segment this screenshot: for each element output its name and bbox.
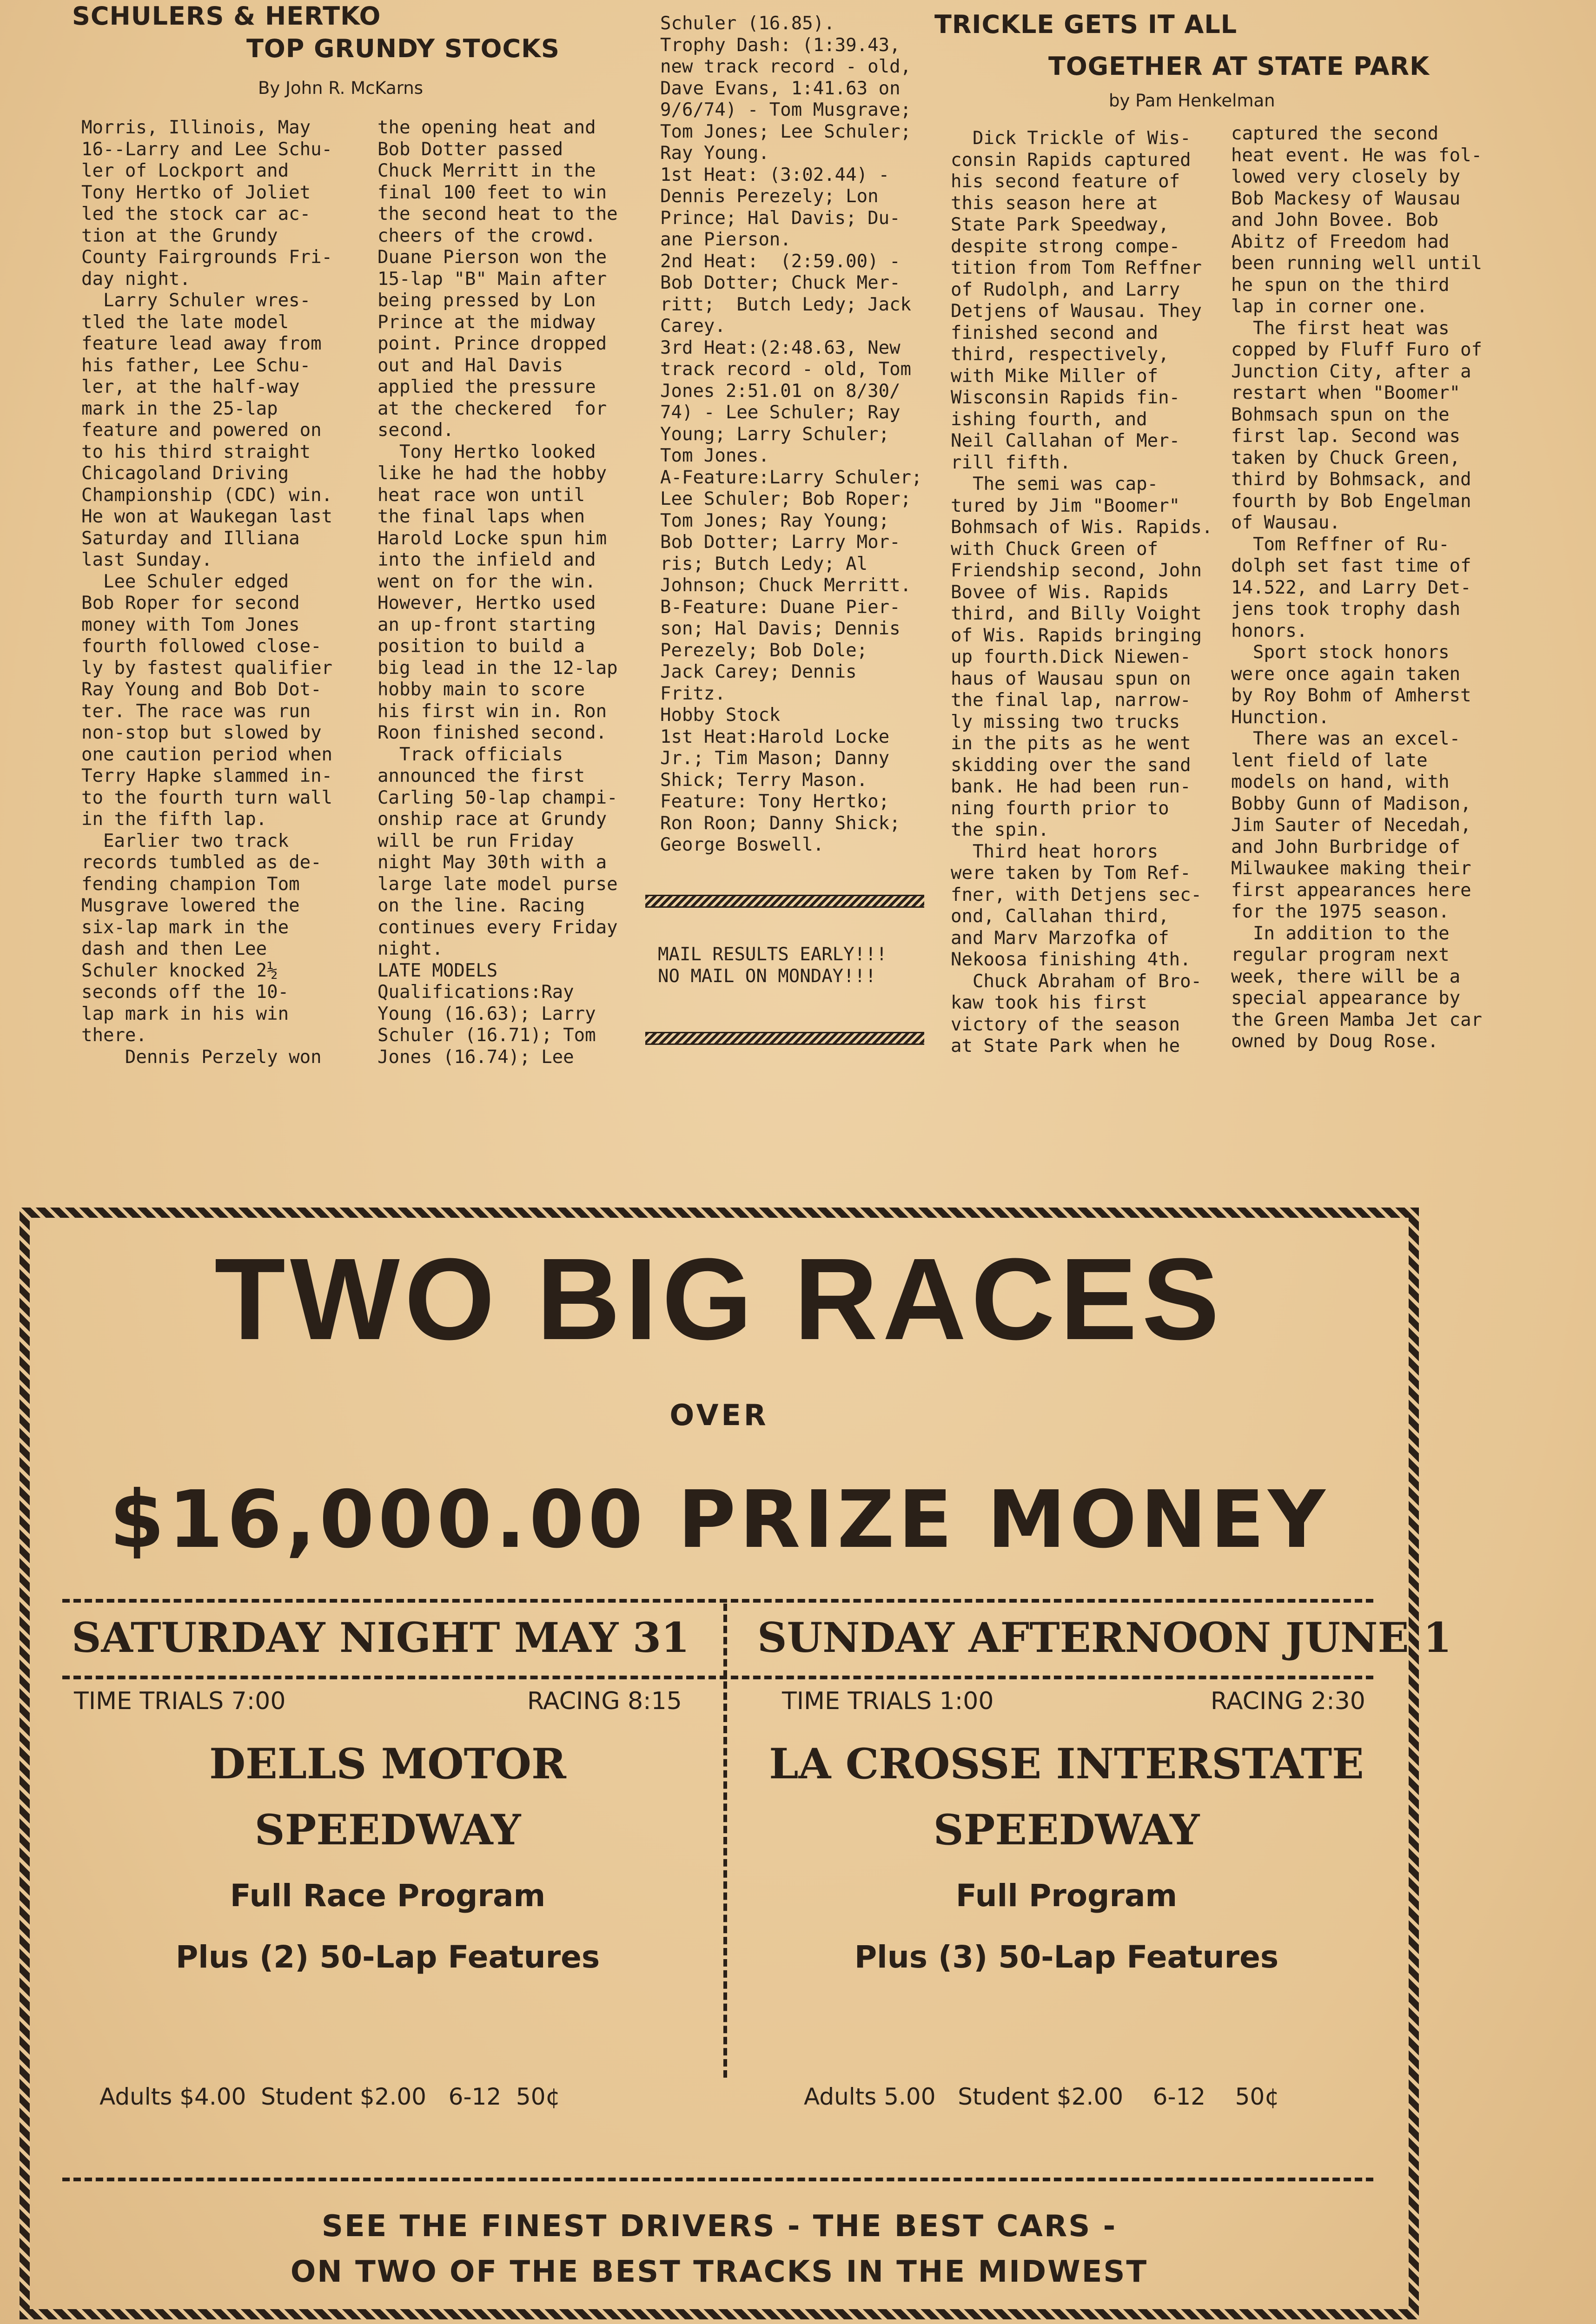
left-racing-time: RACING 8:15: [527, 1687, 682, 1715]
article1-byline: By John R. McKarns: [258, 78, 424, 98]
ad-footer-line2: ON TWO OF THE BEST TRACKS IN THE MIDWEST: [290, 2255, 1148, 2289]
ad-divider-dates: [62, 1676, 1373, 1679]
article2-headline-line2: TOGETHER AT STATE PARK: [1048, 52, 1430, 81]
ad-title: TWO BIG RACES: [214, 1234, 1224, 1364]
divider-bottom: [645, 1032, 924, 1045]
article2-column-2: captured the second heat event. He was fol- lowed very closely by Bob Mackesy of Wausau and John Bovee. Bob Abitz of Freedom had been running well until he spun on the third lap in corner one. The first heat was copped by Fluff Furo of Junction City, after a restart when "Boomer" Bohmsach spun on the first lap. Second was taken by Chuck Green, third by Bohmsack, and fourth by Bob Engelman of Wausau. Tom Reffner of Ru- dolph set fast time of 14.522, and Larry Det- jens took trophy dash honors. Sport stock honors were once again taken by Roy Bohm of Amherst Hunction. There was an excel- lent field of late models on hand, with Bobby Gunn of Madison, Jim Sauter of Necedah, and John Burbridge of Milwaukee making their first appearances here for the 1975 season. In addition to the regular program next week, there will be a special appearance by the Green Mamba Jet car owned by Doug Rose.: [1231, 123, 1483, 1052]
left-ticket-prices: Adults $4.00 Student $2.00 6-12 50¢: [99, 2083, 561, 2110]
ad-prize-money: $16,000.00 PRIZE MONEY: [109, 1474, 1329, 1566]
ad-divider-bottom: [62, 2178, 1373, 2181]
right-features: Plus (3) 50-Lap Features: [854, 1939, 1279, 1975]
divider-top: [645, 895, 924, 908]
right-venue-line1: LA CROSSE INTERSTATE: [769, 1739, 1364, 1789]
article1-column-1: Morris, Illinois, May 16--Larry and Lee Schu- ler of Lockport and Tony Hertko of Joliet led the stock car ac- tion at the Grundy County Fairgrounds Fri- day night. Larry Schuler wres- tled the late model feature lead away from his father, Lee Schu- ler, at the half-way mark in the 25-lap feature and powered on to his third straight Chicagoland Driving Championship (CDC) win. He won at Waukegan last Saturday and Illiana last Sunday. Lee Schuler edged Bob Roper for second money with Tom Jones fourth followed close- ly by fastest qualifier Ray Young and Bob Dot- ter. The race was run non-stop but slowed by one caution period when Terry Hapke slammed in- to the fourth turn wall in the fifth lap. Earlier two track records tumbled as de- fending champion Tom Musgrave lowered the six-lap mark in the dash and then Lee Schuler knocked 2½ seconds off the 10- lap mark in his win there. Dennis Perzely won: [81, 117, 333, 1068]
left-venue-line2: SPEEDWAY: [254, 1805, 521, 1855]
right-venue-line2: SPEEDWAY: [933, 1805, 1200, 1855]
ad-divider-center: [723, 1604, 727, 2078]
article1-column-2: the opening heat and Bob Dotter passed Chuck Merritt in the final 100 feet to win the second heat to the cheers of the crowd. Duane Pierson won the 15-lap "B" Main after being pressed by Lon Prince at the midway point. Prince dropped out and Hal Davis applied the pressure at the checkered for second. Tony Hertko looked like he had the hobby heat race won until the final laps when Harold Locke spun him into the infield and went on for the win. However, Hertko used an up-front starting position to build a big lead in the 12-lap hobby main to score his first win in. Ron Roon finished second. Track officials announced the first Carling 50-lap champi- onship race at Grundy will be run Friday night May 30th with a large late model purse on the line. Racing continues every Friday night. LATE MODELS Qualifications:Ray Young (16.63); Larry Schuler (16.71); Tom Jones (16.74); Lee: [377, 117, 618, 1068]
left-features: Plus (2) 50-Lap Features: [175, 1939, 600, 1975]
left-venue-line1: DELLS MOTOR: [209, 1739, 566, 1789]
mail-notice: MAIL RESULTS EARLY!!! NO MAIL ON MONDAY!!!: [658, 944, 887, 987]
left-program: Full Race Program: [230, 1878, 546, 1914]
article1-headline-line2: TOP GRUNDY STOCKS: [246, 34, 560, 63]
right-date: SUNDAY AFTERNOON JUNE 1: [757, 1613, 1452, 1662]
ad-divider-top: [62, 1599, 1373, 1603]
right-program: Full Program: [955, 1878, 1178, 1914]
race-advertisement: [20, 1208, 1452, 2319]
ad-over: OVER: [669, 1398, 769, 1432]
article2-column-1: Dick Trickle of Wis- consin Rapids captured his second feature of this season here at State Park Speedway, despite strong compe- tition from Tom Reffner of Rudolph, and Larry Detjens of Wausau. They finished second and third, respectively, with Mike Miller of Wisconsin Rapids fin- ishing fourth, and Neil Callahan of Mer- rill fifth. The semi was cap- tured by Jim "Boomer" Bohmsach of Wis. Rapids. with Chuck Green of Friendship second, John Bovee of Wis. Rapids third, and Billy Voight of Wis. Rapids bringing up fourth.Dick Niewen- haus of Wausau spun on the final lap, narrow- ly missing two trucks in the pits as he went skidding over the sand bank. He had been run- ning fourth prior to the spin. Third heat horors were taken by Tom Ref- fner, with Detjens sec- ond, Callahan third, and Marv Marzofka of Nekoosa finishing 4th. Chuck Abraham of Bro- kaw took his first victory of the season at State Park when he: [951, 128, 1213, 1056]
article1-headline-line1: SCHULERS & HERTKO: [72, 1, 381, 31]
article1-column-3-results: Schuler (16.85). Trophy Dash: (1:39.43, new track record - old, Dave Evans, 1:41.63 on 9/6/74) - Tom Musgrave; Tom Jones; Lee Schuler; Ray Young. 1st Heat: (3:02.44) - Dennis Perezely; Lon Prince; Hal Davis; Du- ane Pierson. 2nd Heat: (2:59.00) - Bob Dotter; Chuck Mer- ritt; Butch Ledy; Jack Carey. 3rd Heat:(2:48.63, New track record - old, Tom Jones 2:51.01 on 8/30/ 74) - Lee Schuler; Ray Young; Larry Schuler; Tom Jones. A-Feature:Larry Schuler; Lee Schuler; Bob Roper; Tom Jones; Ray Young; Bob Dotter; Larry Mor- ris; Butch Ledy; Al Johnson; Chuck Merritt. B-Feature: Duane Pier- son; Hal Davis; Dennis Perezely; Bob Dole; Jack Carey; Dennis Fritz. Hobby Stock 1st Heat:Harold Locke Jr.; Tim Mason; Danny Shick; Terry Mason. Feature: Tony Hertko; Ron Roon; Danny Shick; George Boswell.: [660, 13, 922, 855]
right-ticket-prices: Adults 5.00 Student $2.00 6-12 50¢: [804, 2083, 1280, 2110]
right-time-trials: TIME TRIALS 1:00: [782, 1687, 994, 1715]
article2-headline-line1: TRICKLE GETS IT ALL: [934, 10, 1238, 39]
left-date: SATURDAY NIGHT MAY 31: [72, 1613, 690, 1662]
article2-byline: by Pam Henkelman: [1109, 91, 1275, 111]
ad-footer-line1: SEE THE FINEST DRIVERS - THE BEST CARS -: [321, 2209, 1117, 2244]
left-time-trials: TIME TRIALS 7:00: [74, 1687, 286, 1715]
right-racing-time: RACING 2:30: [1211, 1687, 1365, 1715]
